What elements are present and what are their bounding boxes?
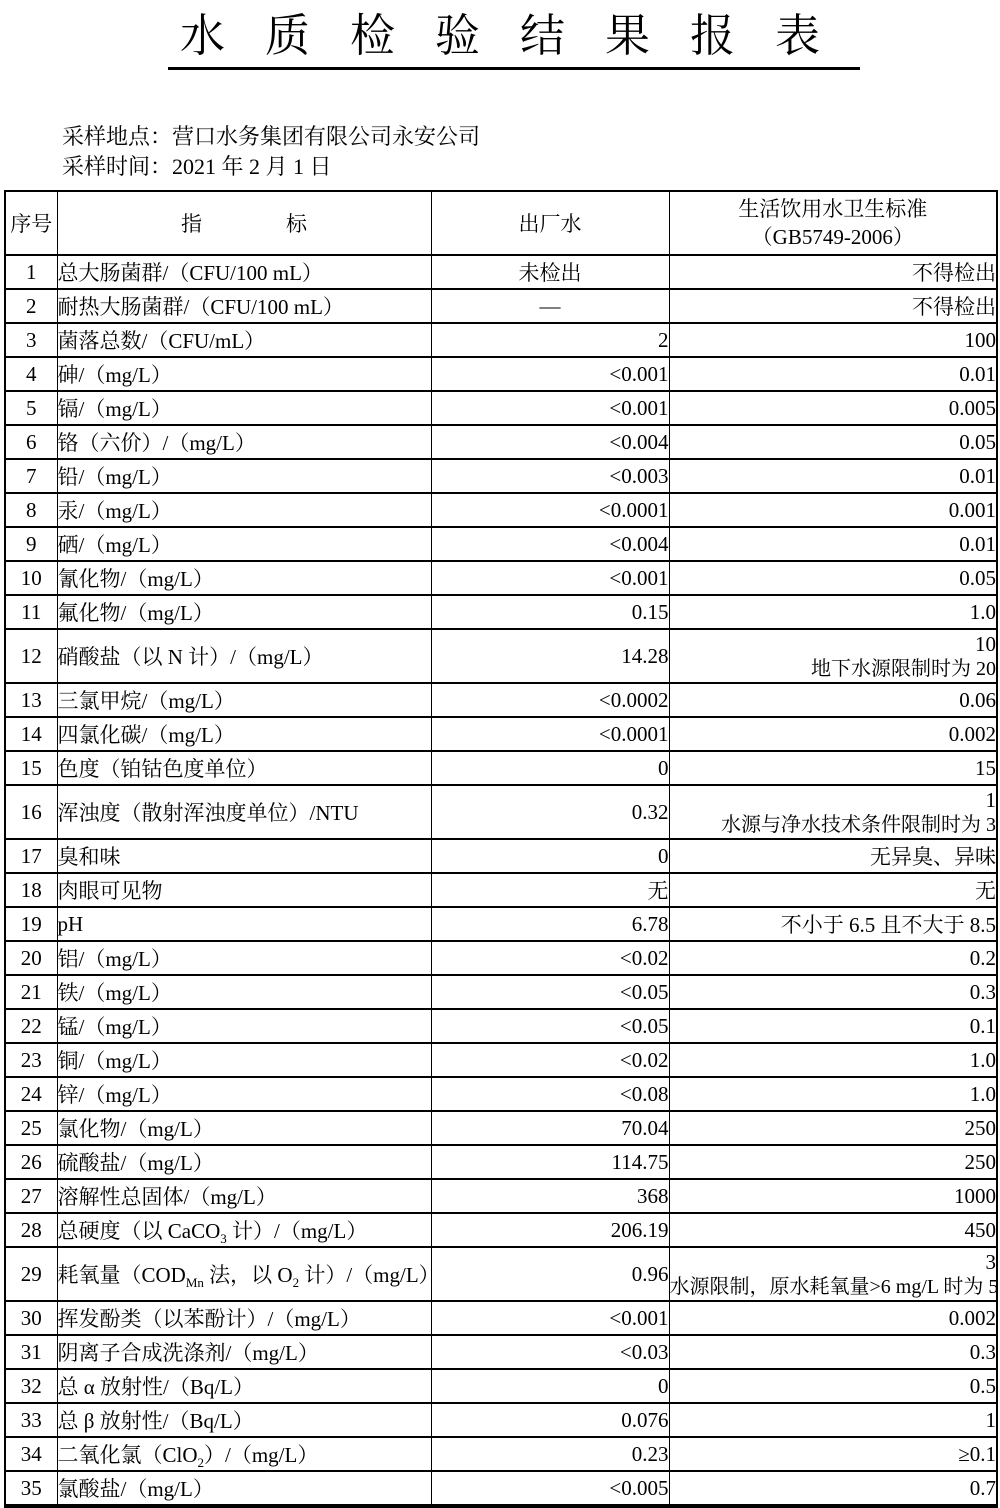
factory-water-cell: <0.05 <box>431 1009 669 1043</box>
factory-water-cell: 无 <box>431 873 669 907</box>
table-row <box>5 1077 997 1111</box>
report-page <box>0 8 1000 1501</box>
table-row <box>5 1335 997 1369</box>
table-row <box>5 1145 997 1179</box>
page-title-text: 水质检验结果报表 <box>168 8 860 70</box>
indicator-cell: 臭和味 <box>57 839 431 873</box>
header-factory-water: 出厂水 <box>431 191 669 255</box>
table-row <box>5 255 997 289</box>
factory-water-cell: <0.05 <box>431 975 669 1009</box>
standard-limit-cell <box>669 785 997 839</box>
table-row <box>5 1437 997 1471</box>
indicator-cell: 总 α 放射性/（Bq/L） <box>57 1369 431 1403</box>
indicator-cell: 铁/（mg/L） <box>57 975 431 1009</box>
table-row <box>5 1301 997 1335</box>
row-number-cell: 33 <box>5 1403 57 1437</box>
table-row <box>5 1247 997 1301</box>
standard-limit-cell: 不小于 6.5 且不大于 8.5 <box>669 907 997 941</box>
factory-water-cell: <0.02 <box>431 941 669 975</box>
indicator-cell: 总硬度（以 CaCO$_3$ 计）/（mg/L） <box>57 1213 431 1247</box>
table-row <box>5 751 997 785</box>
row-number-cell: 5 <box>5 391 57 425</box>
row-number-cell: 16 <box>5 785 57 839</box>
factory-water-cell: 未检出 <box>431 255 669 289</box>
factory-water-cell: <0.001 <box>431 357 669 391</box>
indicator-cell: 氟化物/（mg/L） <box>57 595 431 629</box>
table-row <box>5 683 997 717</box>
table-row <box>5 289 997 323</box>
factory-water-cell: 2 <box>431 323 669 357</box>
indicator-cell: 氯酸盐/（mg/L） <box>57 1471 431 1506</box>
row-number-cell: 3 <box>5 323 57 357</box>
header-indicator: 指 标 <box>57 191 431 255</box>
standard-limit-cell: 无 <box>669 873 997 907</box>
table-row <box>5 907 997 941</box>
factory-water-cell: <0.0001 <box>431 493 669 527</box>
factory-water-cell: 0.96 <box>431 1247 669 1301</box>
water-quality-table <box>4 190 998 1508</box>
standard-limit-value: 10 <box>975 631 996 656</box>
standard-limit-cell: 0.002 <box>669 1301 997 1335</box>
table-row <box>5 561 997 595</box>
indicator-cell: 氰化物/（mg/L） <box>57 561 431 595</box>
row-number-cell: 15 <box>5 751 57 785</box>
standard-limit-cell: 不得检出 <box>669 289 997 323</box>
factory-water-cell: 206.19 <box>431 1213 669 1247</box>
indicator-cell: 肉眼可见物 <box>57 873 431 907</box>
factory-water-cell: 114.75 <box>431 1145 669 1179</box>
standard-limit-cell: 1.0 <box>669 1043 997 1077</box>
table-row <box>5 941 997 975</box>
factory-water-cell: <0.02 <box>431 1043 669 1077</box>
header-standard <box>669 191 997 255</box>
row-number-cell: 19 <box>5 907 57 941</box>
standard-limit-cell: 不得检出 <box>669 255 997 289</box>
row-number-cell: 31 <box>5 1335 57 1369</box>
factory-water-cell: <0.004 <box>431 527 669 561</box>
row-number-cell: 34 <box>5 1437 57 1471</box>
indicator-cell: 铅/（mg/L） <box>57 459 431 493</box>
factory-water-cell: <0.001 <box>431 391 669 425</box>
factory-water-cell: <0.004 <box>431 425 669 459</box>
table-row <box>5 873 997 907</box>
header-standard-line2: （GB5749-2006） <box>751 225 914 249</box>
row-number-cell: 14 <box>5 717 57 751</box>
standard-limit-cell: 1.0 <box>669 1077 997 1111</box>
table-row <box>5 839 997 873</box>
factory-water-cell: 0.23 <box>431 1437 669 1471</box>
standard-limit-cell: 无异臭、异味 <box>669 839 997 873</box>
standard-limit-note: 水源与净水技术条件限制时为 3 <box>721 813 996 836</box>
indicator-cell: 铜/（mg/L） <box>57 1043 431 1077</box>
indicator-cell: 四氯化碳/（mg/L） <box>57 717 431 751</box>
header-no: 序号 <box>5 191 57 255</box>
factory-water-cell: 0 <box>431 1369 669 1403</box>
row-number-cell: 32 <box>5 1369 57 1403</box>
row-number-cell: 27 <box>5 1179 57 1213</box>
indicator-cell: 锰/（mg/L） <box>57 1009 431 1043</box>
table-row <box>5 527 997 561</box>
row-number-cell: 12 <box>5 629 57 683</box>
table-row <box>5 717 997 751</box>
indicator-cell: 氯化物/（mg/L） <box>57 1111 431 1145</box>
table-row <box>5 1369 997 1403</box>
table-row <box>5 1111 997 1145</box>
indicator-cell: 硫酸盐/（mg/L） <box>57 1145 431 1179</box>
factory-water-cell: 0.076 <box>431 1403 669 1437</box>
table-row <box>5 391 997 425</box>
row-number-cell: 20 <box>5 941 57 975</box>
standard-limit-value: 1 <box>985 787 996 812</box>
factory-water-cell: 0.15 <box>431 595 669 629</box>
standard-limit-cell: 0.002 <box>669 717 997 751</box>
row-number-cell: 9 <box>5 527 57 561</box>
standard-limit-cell: 0.5 <box>669 1369 997 1403</box>
indicator-cell: 耗氧量（$COD_{Mn}$ 法，以 $O_2$ 计）/（mg/L） <box>57 1247 431 1301</box>
indicator-cell: 汞/（mg/L） <box>57 493 431 527</box>
indicator-cell: 总大肠菌群/（CFU/100 mL） <box>57 255 431 289</box>
factory-water-cell: <0.003 <box>431 459 669 493</box>
factory-water-cell: — <box>431 289 669 323</box>
standard-limit-cell: 100 <box>669 323 997 357</box>
standard-limit-cell: 0.3 <box>669 975 997 1009</box>
table-row <box>5 493 997 527</box>
table-row <box>5 425 997 459</box>
table-row <box>5 629 997 683</box>
indicator-cell: 二氧化氯（ClO$_2$）/（mg/L） <box>57 1437 431 1471</box>
row-number-cell: 24 <box>5 1077 57 1111</box>
table-row <box>5 357 997 391</box>
row-number-cell: 26 <box>5 1145 57 1179</box>
standard-limit-cell: 1 <box>669 1403 997 1437</box>
indicator-cell: 硒/（mg/L） <box>57 527 431 561</box>
factory-water-cell: 0.32 <box>431 785 669 839</box>
standard-limit-cell: 0.01 <box>669 527 997 561</box>
standard-limit-cell: 0.1 <box>669 1009 997 1043</box>
factory-water-cell: <0.0002 <box>431 683 669 717</box>
standard-limit-cell: 0.2 <box>669 941 997 975</box>
standard-limit-note: 地下水源限制时为 20 <box>811 657 996 680</box>
standard-limit-cell: 0.001 <box>669 493 997 527</box>
table-row <box>5 1179 997 1213</box>
factory-water-cell: 0 <box>431 839 669 873</box>
row-number-cell: 11 <box>5 595 57 629</box>
indicator-cell: 溶解性总固体/（mg/L） <box>57 1179 431 1213</box>
standard-limit-value: 3 <box>985 1249 996 1274</box>
standard-limit-cell: 250 <box>669 1111 997 1145</box>
row-number-cell: 29 <box>5 1247 57 1301</box>
standard-limit-cell <box>669 1247 997 1301</box>
indicator-cell: 硝酸盐（以 N 计）/（mg/L） <box>57 629 431 683</box>
indicator-cell: 铬（六价）/（mg/L） <box>57 425 431 459</box>
standard-limit-cell: 0.01 <box>669 357 997 391</box>
sampling-time-line: 采样时间：2021 年 2 月 1 日 <box>62 154 332 179</box>
indicator-cell: 砷/（mg/L） <box>57 357 431 391</box>
standard-limit-cell: 0.06 <box>669 683 997 717</box>
row-number-cell: 35 <box>5 1471 57 1506</box>
row-number-cell: 30 <box>5 1301 57 1335</box>
standard-limit-cell: 0.05 <box>669 561 997 595</box>
standard-limit-cell: ≥0.1 <box>669 1437 997 1471</box>
table-row <box>5 785 997 839</box>
row-number-cell: 25 <box>5 1111 57 1145</box>
row-number-cell: 10 <box>5 561 57 595</box>
factory-water-cell: <0.005 <box>431 1471 669 1506</box>
row-number-cell: 28 <box>5 1213 57 1247</box>
standard-limit-cell: 0.7 <box>669 1471 997 1506</box>
row-number-cell: 7 <box>5 459 57 493</box>
table-row <box>5 323 997 357</box>
table-body <box>5 255 997 1506</box>
standard-limit-cell: 1.0 <box>669 595 997 629</box>
row-number-cell: 4 <box>5 357 57 391</box>
row-number-cell: 17 <box>5 839 57 873</box>
factory-water-cell: 14.28 <box>431 629 669 683</box>
indicator-cell: 阴离子合成洗涤剂/（mg/L） <box>57 1335 431 1369</box>
page-title <box>0 8 1000 70</box>
indicator-cell: 铝/（mg/L） <box>57 941 431 975</box>
standard-limit-cell: 0.3 <box>669 1335 997 1369</box>
table-row <box>5 1009 997 1043</box>
indicator-cell: 锌/（mg/L） <box>57 1077 431 1111</box>
indicator-cell: 镉/（mg/L） <box>57 391 431 425</box>
standard-limit-cell: 0.01 <box>669 459 997 493</box>
table-row <box>5 975 997 1009</box>
standard-limit-cell: 15 <box>669 751 997 785</box>
table-row <box>5 459 997 493</box>
header-row <box>5 191 997 255</box>
table-row <box>5 1213 997 1247</box>
row-number-cell: 1 <box>5 255 57 289</box>
standard-limit-cell <box>669 629 997 683</box>
table-row <box>5 1043 997 1077</box>
sampling-info <box>62 122 1000 182</box>
indicator-cell: 耐热大肠菌群/（CFU/100 mL） <box>57 289 431 323</box>
sampling-location-line: 采样地点：营口水务集团有限公司永安公司 <box>62 124 481 149</box>
factory-water-cell: <0.03 <box>431 1335 669 1369</box>
factory-water-cell: 0 <box>431 751 669 785</box>
factory-water-cell: 368 <box>431 1179 669 1213</box>
standard-limit-cell: 0.005 <box>669 391 997 425</box>
row-number-cell: 21 <box>5 975 57 1009</box>
indicator-cell: pH <box>57 907 431 941</box>
row-number-cell: 2 <box>5 289 57 323</box>
indicator-cell: 菌落总数/（CFU/mL） <box>57 323 431 357</box>
table-row <box>5 595 997 629</box>
standard-limit-cell: 0.05 <box>669 425 997 459</box>
row-number-cell: 13 <box>5 683 57 717</box>
indicator-cell: 总 β 放射性/（Bq/L） <box>57 1403 431 1437</box>
indicator-cell: 色度（铂钴色度单位） <box>57 751 431 785</box>
header-standard-line1: 生活饮用水卫生标准 <box>738 197 928 221</box>
standard-limit-cell: 450 <box>669 1213 997 1247</box>
row-number-cell: 18 <box>5 873 57 907</box>
factory-water-cell: <0.0001 <box>431 717 669 751</box>
factory-water-cell: <0.001 <box>431 1301 669 1335</box>
table-header <box>5 191 997 255</box>
indicator-cell: 挥发酚类（以苯酚计）/（mg/L） <box>57 1301 431 1335</box>
standard-limit-cell: 1000 <box>669 1179 997 1213</box>
table-row <box>5 1471 997 1506</box>
table-row <box>5 1403 997 1437</box>
standard-limit-note: 水源限制，原水耗氧量>6 mg/L 时为 5 <box>669 1275 999 1298</box>
indicator-cell: 三氯甲烷/（mg/L） <box>57 683 431 717</box>
row-number-cell: 8 <box>5 493 57 527</box>
row-number-cell: 6 <box>5 425 57 459</box>
row-number-cell: 22 <box>5 1009 57 1043</box>
factory-water-cell: <0.08 <box>431 1077 669 1111</box>
factory-water-cell: <0.001 <box>431 561 669 595</box>
indicator-cell: 浑浊度（散射浑浊度单位）/NTU <box>57 785 431 839</box>
row-number-cell: 23 <box>5 1043 57 1077</box>
factory-water-cell: 6.78 <box>431 907 669 941</box>
standard-limit-cell: 250 <box>669 1145 997 1179</box>
factory-water-cell: 70.04 <box>431 1111 669 1145</box>
